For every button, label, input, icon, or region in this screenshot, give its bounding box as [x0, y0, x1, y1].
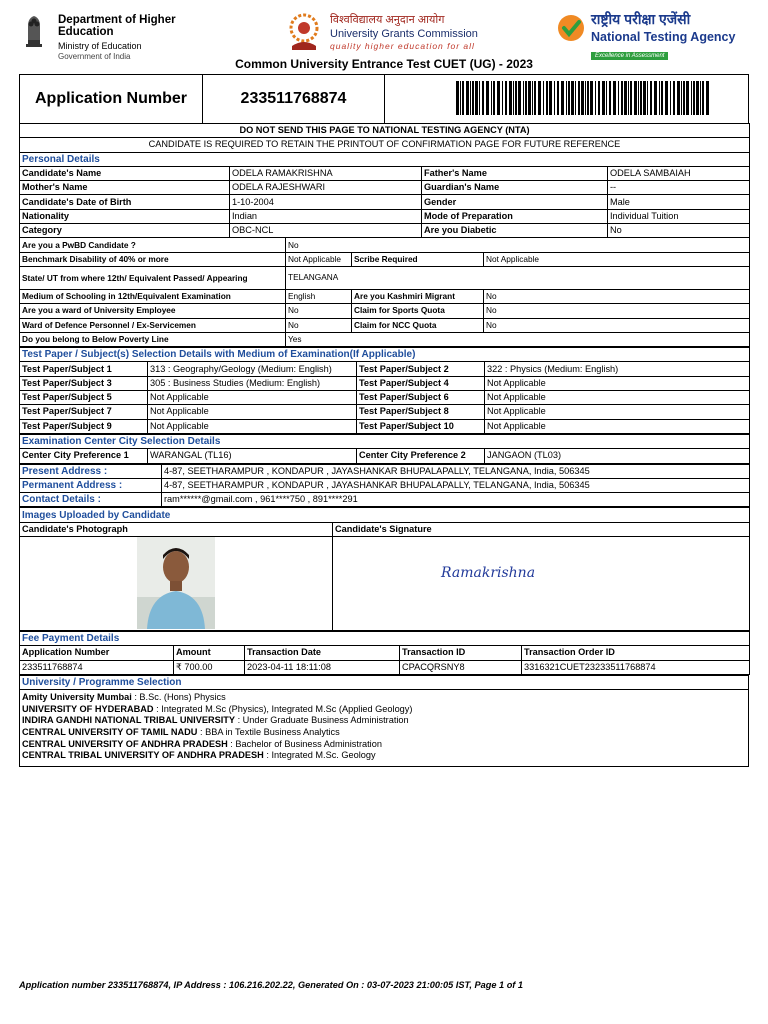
contact-details-label: Contact Details : — [20, 493, 162, 507]
field-value: No — [286, 304, 352, 318]
subject-value: 313 : Geography/Geology (Medium: English) — [148, 362, 357, 376]
table-row — [20, 181, 750, 195]
fee-cell: 3316321CUET23233511768874 — [522, 660, 750, 674]
subject-label: Test Paper/Subject 8 — [357, 405, 485, 419]
field-value: No — [484, 304, 750, 318]
field-value: ODELA RAJESHWARI — [230, 181, 422, 195]
fee-cell: CPACQRSNY8 — [400, 660, 522, 674]
candidate-photo — [137, 537, 215, 629]
subject-label: Test Paper/Subject 6 — [357, 391, 485, 405]
fee-cell: 233511768874 — [20, 660, 174, 674]
fee-column-header: Transaction Date — [245, 646, 400, 660]
table-row — [20, 304, 750, 318]
nta-name: National Testing Agency — [591, 30, 736, 44]
exam-center-table — [19, 434, 750, 464]
table-row — [20, 166, 750, 180]
moe-title: Department of Higher Education — [58, 14, 176, 38]
field-label: Mother's Name — [20, 181, 230, 195]
nta-tagline: Excellence in Assessment — [591, 52, 668, 60]
subject-label: Test Paper/Subject 4 — [357, 376, 485, 390]
field-value: OBC-NCL — [230, 224, 422, 238]
state-value: TELANGANA — [286, 266, 750, 289]
field-label: Candidate's Name — [20, 166, 230, 180]
subject-value: Not Applicable — [485, 419, 750, 433]
field-value: Indian — [230, 209, 422, 223]
field-label: Category — [20, 224, 230, 238]
table-row — [20, 332, 750, 346]
field-value: Male — [608, 195, 750, 209]
page-header — [0, 0, 768, 61]
list-item: Amity University Mumbai : B.Sc. (Hons) Physics — [22, 692, 226, 703]
photo-label: Candidate's Photograph — [20, 522, 333, 536]
center-pref1-label: Center City Preference 1 — [20, 449, 148, 463]
subject-value: Not Applicable — [485, 376, 750, 390]
subject-label: Test Paper/Subject 1 — [20, 362, 148, 376]
university-table — [19, 675, 749, 767]
table-row — [20, 195, 750, 209]
ugc-name: University Grants Commission — [330, 28, 478, 40]
table-row — [20, 537, 750, 631]
application-number-value: 233511768874 — [203, 75, 385, 123]
table-row — [20, 391, 750, 405]
images-heading: Images Uploaded by Candidate — [20, 508, 750, 522]
ugc-logo-block — [286, 8, 486, 56]
fee-column-header: Transaction Order ID — [522, 646, 750, 660]
national-emblem-icon — [22, 12, 46, 50]
subject-value: Not Applicable — [485, 391, 750, 405]
table-row — [20, 464, 750, 478]
field-label: Father's Name — [422, 166, 608, 180]
field-value: -- — [608, 181, 750, 195]
fee-heading: Fee Payment Details — [20, 632, 750, 646]
field-value: ODELA RAMAKRISHNA — [230, 166, 422, 180]
table-row — [20, 478, 750, 492]
images-table — [19, 507, 750, 631]
subject-label: Test Paper/Subject 7 — [20, 405, 148, 419]
table-row — [20, 266, 750, 289]
table-row — [20, 522, 750, 536]
field-label: Gender — [422, 195, 608, 209]
moe-logo-block — [18, 10, 218, 61]
scribe-value: Not Applicable — [484, 252, 750, 266]
application-number-label: Application Number — [20, 75, 203, 123]
field-label: Candidate's Date of Birth — [20, 195, 230, 209]
bpl-value: Yes — [286, 332, 750, 346]
bpl-label: Do you belong to Below Poverty Line — [20, 332, 286, 346]
field-label: Are you Kashmiri Migrant — [352, 289, 484, 303]
field-label: Ward of Defence Personnel / Ex-Servicemen — [20, 318, 286, 332]
state-label: State/ UT from where 12th/ Equivalent Passed/ Appearing — [20, 266, 286, 289]
table-row — [20, 318, 750, 332]
benchmark-label: Benchmark Disability of 40% or more — [20, 252, 286, 266]
field-label: Are you Diabetic — [422, 224, 608, 238]
nta-hindi-name: राष्ट्रीय परीक्षा एजेंसी — [591, 11, 691, 27]
table-row — [20, 252, 750, 266]
fee-column-header: Application Number — [20, 646, 174, 660]
application-number-box — [19, 74, 749, 123]
document-title: Common University Entrance Test CUET (UG) - 2023 — [235, 57, 533, 71]
personal-details-heading: Personal Details — [20, 152, 750, 166]
pwbd-label: Are you a PwBD Candidate ? — [20, 238, 286, 252]
subject-value: Not Applicable — [485, 405, 750, 419]
field-value: ODELA SAMBAIAH — [608, 166, 750, 180]
photo-cell — [20, 537, 333, 631]
subject-label: Test Paper/Subject 3 — [20, 376, 148, 390]
table-row — [20, 660, 750, 674]
center-pref2-value: JANGAON (TL03) — [485, 449, 750, 463]
permanent-address-value: 4-87, SEETHARAMPUR , KONDAPUR , JAYASHANKAR BHUPALAPALLY, TELANGANA, India, 506345 — [162, 478, 750, 492]
field-value: No — [286, 318, 352, 332]
table-row — [20, 376, 750, 390]
subject-label: Test Paper/Subject 10 — [357, 419, 485, 433]
permanent-address-label: Permanent Address : — [20, 478, 162, 492]
table-row — [20, 646, 750, 660]
page-footer: Application number 233511768874, IP Address : 106.216.202.22, Generated On : 03-07-2023 21:00:05 IST, Page 1 of 1 — [19, 980, 524, 990]
university-list — [20, 690, 749, 767]
ugc-hindi-name: विश्वविद्यालय अनुदान आयोग — [330, 14, 445, 26]
address-table — [19, 464, 750, 508]
notice-line-1: DO NOT SEND THIS PAGE TO NATIONAL TESTING AGENCY (NTA) — [20, 124, 750, 138]
field-value: Individual Tuition — [608, 209, 750, 223]
field-value: English — [286, 289, 352, 303]
list-item: CENTRAL UNIVERSITY OF ANDHRA PRADESH : Bachelor of Business Administration — [22, 738, 382, 749]
list-item: CENTRAL TRIBAL UNIVERSITY OF ANDHRA PRADESH : Integrated M.Sc. Geology — [22, 750, 376, 761]
nta-check-icon — [557, 14, 585, 42]
field-label: Are you a ward of University Employee — [20, 304, 286, 318]
list-item: INDIRA GANDHI NATIONAL TRIBAL UNIVERSITY : Under Graduate Business Administration — [22, 715, 409, 726]
fee-cell: 2023-04-11 18:11:08 — [245, 660, 400, 674]
table-row — [20, 405, 750, 419]
university-heading: University / Programme Selection — [20, 675, 749, 689]
subject-value: Not Applicable — [148, 419, 357, 433]
subjects-heading: Test Paper / Subject(s) Selection Details with Medium of Examination(If Applicable) — [20, 348, 750, 362]
table-row — [20, 493, 750, 507]
ugc-tagline: quality higher education for all — [330, 41, 475, 51]
table-row — [20, 449, 750, 463]
subject-value: Not Applicable — [148, 405, 357, 419]
signature-label: Candidate's Signature — [333, 522, 750, 536]
nta-logo-block — [557, 8, 757, 59]
moe-govt: Government of India — [58, 52, 131, 61]
subjects-table — [19, 347, 750, 434]
scribe-label: Scribe Required — [352, 252, 484, 266]
field-value: No — [484, 289, 750, 303]
subject-label: Test Paper/Subject 9 — [20, 419, 148, 433]
ugc-emblem-icon — [286, 12, 322, 52]
confirmation-sheet — [19, 74, 749, 767]
main-table — [19, 123, 750, 347]
notice-line-2: CANDIDATE IS REQUIRED TO RETAIN THE PRINTOUT OF CONFIRMATION PAGE FOR FUTURE REFERENCE — [20, 138, 750, 152]
field-label: Claim for NCC Quota — [352, 318, 484, 332]
list-item: CENTRAL UNIVERSITY OF TAMIL NADU : BBA in Textile Business Analytics — [22, 726, 340, 737]
exam-center-heading: Examination Center City Selection Details — [20, 434, 750, 448]
signature-cell — [333, 537, 750, 631]
field-label: Guardian's Name — [422, 181, 608, 195]
pwbd-value: No — [286, 238, 750, 252]
field-label: Claim for Sports Quota — [352, 304, 484, 318]
table-row — [20, 238, 750, 252]
subject-label: Test Paper/Subject 5 — [20, 391, 148, 405]
field-label: Nationality — [20, 209, 230, 223]
table-row — [20, 289, 750, 303]
field-value: No — [608, 224, 750, 238]
moe-ministry: Ministry of Education — [58, 41, 142, 51]
field-value: No — [484, 318, 750, 332]
field-value: 1-10-2004 — [230, 195, 422, 209]
present-address-label: Present Address : — [20, 464, 162, 478]
barcode-icon — [456, 81, 710, 115]
field-label: Medium of Schooling in 12th/Equivalent Examination — [20, 289, 286, 303]
table-row — [20, 224, 750, 238]
subject-label: Test Paper/Subject 2 — [357, 362, 485, 376]
subject-value: 322 : Physics (Medium: English) — [485, 362, 750, 376]
table-row — [20, 419, 750, 433]
center-pref2-label: Center City Preference 2 — [357, 449, 485, 463]
fee-cell: ₹ 700.00 — [174, 660, 245, 674]
list-item: UNIVERSITY OF HYDERABAD : Integrated M.Sc (Physics), Integrated M.Sc (Applied Geology) — [22, 703, 413, 714]
subject-value: Not Applicable — [148, 391, 357, 405]
center-pref1-value: WARANGAL (TL16) — [148, 449, 357, 463]
benchmark-value: Not Applicable — [286, 252, 352, 266]
table-row — [20, 209, 750, 223]
field-label: Mode of Preparation — [422, 209, 608, 223]
fee-column-header: Transaction ID — [400, 646, 522, 660]
contact-details-value: ram******@gmail.com , 961****750 , 891****291 — [162, 493, 750, 507]
fee-table — [19, 631, 750, 675]
subject-value: 305 : Business Studies (Medium: English) — [148, 376, 357, 390]
fee-column-header: Amount — [174, 646, 245, 660]
candidate-signature: Ramakrishna — [441, 565, 536, 582]
table-row — [20, 362, 750, 376]
present-address-value: 4-87, SEETHARAMPUR , KONDAPUR , JAYASHANKAR BHUPALAPALLY, TELANGANA, India, 506345 — [162, 464, 750, 478]
